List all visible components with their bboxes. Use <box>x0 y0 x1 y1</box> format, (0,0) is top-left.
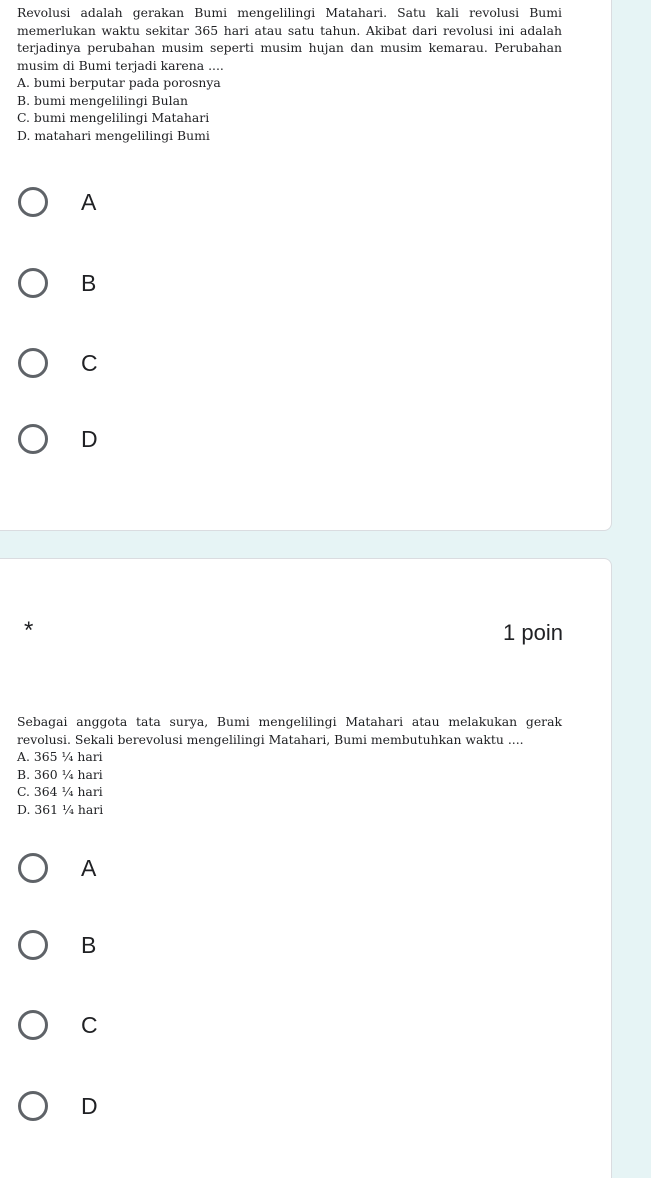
question-card-1 <box>0 0 612 531</box>
answer-option-text-d: D. matahari mengelilingi Bumi <box>17 127 210 143</box>
choice-label: B <box>81 269 97 296</box>
choice-label: A <box>81 188 97 215</box>
choice-label: D <box>81 1092 98 1119</box>
radio-button[interactable] <box>18 853 48 883</box>
radio-button[interactable] <box>18 187 48 217</box>
answer-option-text-c: C. bumi mengelilingi Matahari <box>17 110 210 125</box>
choice-a[interactable] <box>17 848 96 888</box>
answer-option-text-a: A. 365 ¼ hari <box>17 749 103 764</box>
choice-b[interactable] <box>17 263 96 303</box>
choice-label: B <box>81 931 97 958</box>
radio-button[interactable] <box>18 424 48 454</box>
radio-button[interactable] <box>18 1091 48 1121</box>
choice-label: C <box>81 349 98 376</box>
choice-d[interactable] <box>17 419 98 459</box>
answer-option-text-b: B. bumi mengelilingi Bulan <box>17 92 188 108</box>
required-asterisk: * <box>24 617 34 644</box>
answer-option-text-b: B. 360 ¼ hari <box>17 766 103 782</box>
radio-button[interactable] <box>18 930 48 960</box>
points-label: 1 poin <box>503 620 563 645</box>
answer-option-text-a: A. bumi berputar pada porosnya <box>17 75 221 90</box>
question-image-1 <box>17 4 562 144</box>
choice-b[interactable] <box>17 925 96 965</box>
radio-button[interactable] <box>18 1010 48 1040</box>
choice-label: D <box>81 425 98 452</box>
answer-option-text-d: D. 361 ¼ hari <box>17 801 104 817</box>
answer-option-text-c: C. 364 ¼ hari <box>17 784 103 799</box>
choice-label: C <box>81 1011 98 1038</box>
question-card-2 <box>0 558 612 1178</box>
radio-button[interactable] <box>18 348 48 378</box>
choice-a[interactable] <box>17 182 96 222</box>
question-text: Revolusi adalah gerakan Bumi mengelilingi Matahari. Satu kali revolusi Bumi memerlukan waktu sekitar 365 hari atau satu tahun. Akibat dari revolusi ini adalah terjadinya perubahan musim seperti musim hujan dan musim kemarau. Perubahan musim di Bumi terjadi karena .... <box>17 5 562 73</box>
radio-button[interactable] <box>18 268 48 298</box>
choice-c[interactable] <box>17 1005 98 1045</box>
choice-d[interactable] <box>17 1086 98 1126</box>
choice-c[interactable] <box>17 343 98 383</box>
question-image-2 <box>17 713 562 818</box>
choice-label: A <box>81 854 97 881</box>
question-text: Sebagai anggota tata surya, Bumi mengelilingi Matahari atau melakukan gerak revolusi. Sekali berevolusi mengelilingi Matahari, Bumi membutuhkan waktu .... <box>17 714 562 747</box>
